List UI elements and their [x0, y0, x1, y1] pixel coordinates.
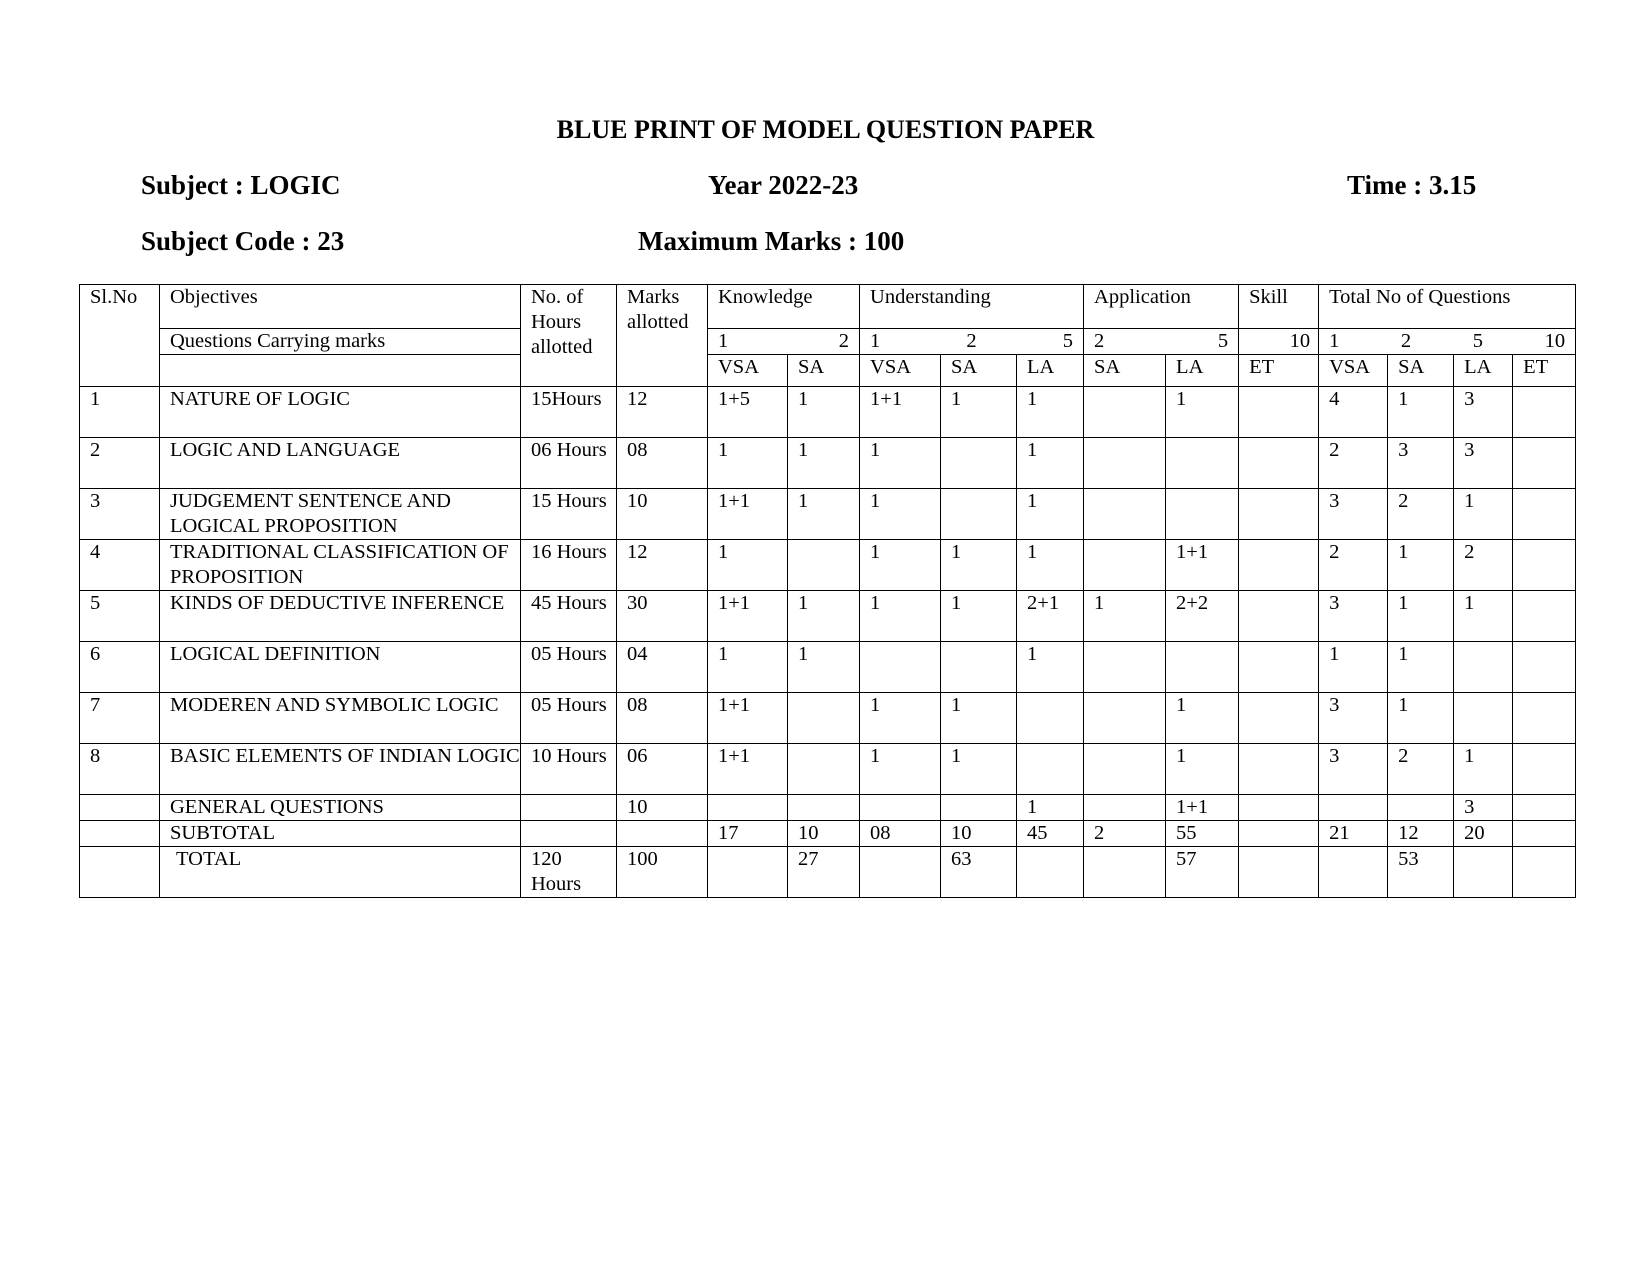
- slno-cell: [80, 847, 160, 898]
- slno-cell: 3: [80, 489, 160, 540]
- understanding-sa-cell: 1: [941, 540, 1017, 591]
- header-total-questions: Total No of Questions: [1319, 285, 1576, 329]
- objective-cell: LOGICAL DEFINITION: [160, 642, 521, 693]
- knowledge-sa-cell: [788, 795, 860, 821]
- type-cell: ET: [1513, 355, 1576, 387]
- table-row: [80, 821, 1576, 847]
- understanding-marks-cell: [860, 329, 1084, 355]
- total-et-cell: [1513, 847, 1576, 898]
- total-sa-cell: 12: [1388, 821, 1454, 847]
- total-mark: 2: [1400, 330, 1412, 352]
- total-et-cell: [1513, 489, 1576, 540]
- header-skill: Skill: [1239, 285, 1319, 329]
- marks-cell: 06: [617, 744, 708, 795]
- table-row: [80, 438, 1576, 489]
- total-et-cell: [1513, 387, 1576, 438]
- application-sa-cell: [1084, 795, 1166, 821]
- total-vsa-cell: 3: [1319, 693, 1388, 744]
- knowledge-sa-cell: [788, 744, 860, 795]
- understanding-vsa-cell: [860, 795, 941, 821]
- slno-cell: 2: [80, 438, 160, 489]
- total-et-cell: [1513, 821, 1576, 847]
- hours-cell: 45 Hours: [521, 591, 617, 642]
- knowledge-vsa-cell: 1+1: [708, 744, 788, 795]
- skill-et-cell: [1239, 821, 1319, 847]
- application-la-cell: [1166, 438, 1239, 489]
- application-sa-cell: [1084, 744, 1166, 795]
- header-understanding: Understanding: [860, 285, 1084, 329]
- total-sa-cell: 1: [1388, 693, 1454, 744]
- hours-cell: [521, 795, 617, 821]
- understanding-mark: 1: [870, 330, 881, 352]
- total-la-cell: [1454, 847, 1513, 898]
- skill-et-cell: [1239, 693, 1319, 744]
- total-sa-cell: 1: [1388, 642, 1454, 693]
- marks-cell: [617, 821, 708, 847]
- year-label: Year 2022-23: [708, 170, 859, 200]
- knowledge-sa-cell: [788, 540, 860, 591]
- type-cell: SA: [788, 355, 860, 387]
- application-sa-cell: [1084, 693, 1166, 744]
- knowledge-sa-cell: 1: [788, 438, 860, 489]
- understanding-sa-cell: [941, 438, 1017, 489]
- skill-et-cell: [1239, 387, 1319, 438]
- total-vsa-cell: 3: [1319, 489, 1388, 540]
- table-row: [80, 489, 1576, 540]
- header-questions-carrying-marks: Questions Carrying marks: [160, 329, 521, 355]
- understanding-mark: 2: [966, 330, 977, 352]
- application-mark: 5: [1217, 330, 1229, 352]
- skill-mark: 10: [1239, 329, 1319, 355]
- skill-et-cell: [1239, 795, 1319, 821]
- objective-cell: BASIC ELEMENTS OF INDIAN LOGIC: [160, 744, 521, 795]
- total-sa-cell: 1: [1388, 387, 1454, 438]
- hours-cell: 06 Hours: [521, 438, 617, 489]
- application-marks-cell: [1084, 329, 1239, 355]
- objective-cell: KINDS OF DEDUCTIVE INFERENCE: [160, 591, 521, 642]
- slno-cell: 4: [80, 540, 160, 591]
- application-la-cell: 1+1: [1166, 795, 1239, 821]
- hours-cell: 10 Hours: [521, 744, 617, 795]
- application-sa-cell: [1084, 387, 1166, 438]
- application-la-cell: 55: [1166, 821, 1239, 847]
- slno-cell: 8: [80, 744, 160, 795]
- understanding-la-cell: [1017, 847, 1084, 898]
- skill-et-cell: [1239, 591, 1319, 642]
- application-mark: 2: [1094, 330, 1105, 352]
- objective-cell: MODEREN AND SYMBOLIC LOGIC: [160, 693, 521, 744]
- total-et-cell: [1513, 540, 1576, 591]
- objective-cell: TRADITIONAL CLASSIFICATION OF PROPOSITION: [160, 540, 521, 591]
- subject-code-label: Subject Code : 23: [141, 226, 345, 256]
- header-knowledge: Knowledge: [708, 285, 860, 329]
- objective-cell: LOGIC AND LANGUAGE: [160, 438, 521, 489]
- hours-cell: 05 Hours: [521, 693, 617, 744]
- subject-label: Subject : LOGIC: [141, 170, 341, 200]
- understanding-vsa-cell: 1: [860, 489, 941, 540]
- slno-cell: 6: [80, 642, 160, 693]
- knowledge-mark: 1: [718, 330, 729, 352]
- understanding-sa-cell: 1: [941, 744, 1017, 795]
- total-mark: 5: [1472, 330, 1483, 352]
- hours-cell: [521, 821, 617, 847]
- knowledge-sa-cell: [788, 693, 860, 744]
- type-cell: VSA: [1319, 355, 1388, 387]
- total-la-cell: [1454, 642, 1513, 693]
- header-application: Application: [1084, 285, 1239, 329]
- total-et-cell: [1513, 693, 1576, 744]
- marks-cell: 12: [617, 387, 708, 438]
- time-label: Time : 3.15: [1347, 170, 1477, 200]
- objective-cell: TOTAL: [160, 847, 521, 898]
- total-la-cell: 3: [1454, 795, 1513, 821]
- application-la-cell: 1: [1166, 744, 1239, 795]
- application-la-cell: 1: [1166, 387, 1239, 438]
- understanding-sa-cell: 1: [941, 693, 1017, 744]
- understanding-la-cell: 1: [1017, 642, 1084, 693]
- knowledge-marks-cell: [708, 329, 860, 355]
- type-cell: LA: [1454, 355, 1513, 387]
- understanding-la-cell: 2+1: [1017, 591, 1084, 642]
- total-vsa-cell: [1319, 847, 1388, 898]
- knowledge-vsa-cell: [708, 847, 788, 898]
- type-cell: SA: [1084, 355, 1166, 387]
- hours-cell: 15 Hours: [521, 489, 617, 540]
- understanding-vsa-cell: 08: [860, 821, 941, 847]
- knowledge-sa-cell: 1: [788, 591, 860, 642]
- knowledge-mark: 2: [838, 330, 850, 352]
- total-vsa-cell: [1319, 795, 1388, 821]
- header-marks: Marks allotted: [617, 285, 708, 387]
- total-la-cell: 1: [1454, 744, 1513, 795]
- total-vsa-cell: 1: [1319, 642, 1388, 693]
- knowledge-vsa-cell: 1+5: [708, 387, 788, 438]
- header-row-categories: [80, 285, 1576, 329]
- total-et-cell: [1513, 438, 1576, 489]
- table-row: [80, 387, 1576, 438]
- understanding-vsa-cell: [860, 642, 941, 693]
- marks-cell: 08: [617, 693, 708, 744]
- type-cell: ET: [1239, 355, 1319, 387]
- marks-cell: 12: [617, 540, 708, 591]
- knowledge-sa-cell: 1: [788, 387, 860, 438]
- slno-cell: 7: [80, 693, 160, 744]
- type-cell: VSA: [860, 355, 941, 387]
- knowledge-vsa-cell: [708, 795, 788, 821]
- marks-cell: 100: [617, 847, 708, 898]
- knowledge-vsa-cell: 1+1: [708, 693, 788, 744]
- header-slno: Sl.No: [80, 285, 160, 387]
- total-sa-cell: 1: [1388, 591, 1454, 642]
- slno-cell: [80, 795, 160, 821]
- table-row: [80, 540, 1576, 591]
- total-la-cell: 3: [1454, 438, 1513, 489]
- table-row: [80, 591, 1576, 642]
- knowledge-sa-cell: 10: [788, 821, 860, 847]
- marks-cell: 08: [617, 438, 708, 489]
- slno-cell: [80, 821, 160, 847]
- type-cell: SA: [1388, 355, 1454, 387]
- total-vsa-cell: 3: [1319, 744, 1388, 795]
- objective-cell: GENERAL QUESTIONS: [160, 795, 521, 821]
- type-cell: LA: [1017, 355, 1084, 387]
- total-vsa-cell: 4: [1319, 387, 1388, 438]
- skill-et-cell: [1239, 744, 1319, 795]
- table-row: [80, 847, 1576, 898]
- table-row: [80, 642, 1576, 693]
- total-sa-cell: 2: [1388, 744, 1454, 795]
- application-sa-cell: 2: [1084, 821, 1166, 847]
- objective-cell: NATURE OF LOGIC: [160, 387, 521, 438]
- marks-cell: 10: [617, 795, 708, 821]
- total-sa-cell: 2: [1388, 489, 1454, 540]
- type-cell: LA: [1166, 355, 1239, 387]
- header-row-types: [80, 355, 1576, 387]
- understanding-mark: 5: [1062, 330, 1074, 352]
- total-sa-cell: 3: [1388, 438, 1454, 489]
- marks-cell: 04: [617, 642, 708, 693]
- understanding-la-cell: 1: [1017, 387, 1084, 438]
- understanding-vsa-cell: 1: [860, 591, 941, 642]
- maximum-marks-label: Maximum Marks : 100: [638, 226, 905, 256]
- total-la-cell: 1: [1454, 591, 1513, 642]
- skill-et-cell: [1239, 847, 1319, 898]
- table-row: [80, 744, 1576, 795]
- header-row-marks: [80, 329, 1576, 355]
- knowledge-vsa-cell: 1: [708, 438, 788, 489]
- knowledge-vsa-cell: 17: [708, 821, 788, 847]
- objective-cell: SUBTOTAL: [160, 821, 521, 847]
- skill-et-cell: [1239, 489, 1319, 540]
- understanding-vsa-cell: [860, 847, 941, 898]
- table-row: [80, 795, 1576, 821]
- type-cell: VSA: [708, 355, 788, 387]
- type-cell: SA: [941, 355, 1017, 387]
- total-et-cell: [1513, 795, 1576, 821]
- slno-cell: 5: [80, 591, 160, 642]
- header-objectives: Objectives: [160, 285, 521, 329]
- application-sa-cell: [1084, 540, 1166, 591]
- understanding-la-cell: [1017, 693, 1084, 744]
- total-vsa-cell: 2: [1319, 540, 1388, 591]
- understanding-sa-cell: [941, 642, 1017, 693]
- application-la-cell: 1: [1166, 693, 1239, 744]
- total-mark: 10: [1544, 330, 1566, 352]
- application-sa-cell: [1084, 489, 1166, 540]
- total-marks-cell: [1319, 329, 1576, 355]
- total-la-cell: 20: [1454, 821, 1513, 847]
- application-la-cell: [1166, 489, 1239, 540]
- hours-cell: 15Hours: [521, 387, 617, 438]
- understanding-la-cell: 1: [1017, 795, 1084, 821]
- skill-et-cell: [1239, 642, 1319, 693]
- understanding-sa-cell: 63: [941, 847, 1017, 898]
- total-vsa-cell: 21: [1319, 821, 1388, 847]
- application-la-cell: 57: [1166, 847, 1239, 898]
- total-et-cell: [1513, 591, 1576, 642]
- knowledge-vsa-cell: 1: [708, 540, 788, 591]
- marks-cell: 30: [617, 591, 708, 642]
- knowledge-vsa-cell: 1+1: [708, 489, 788, 540]
- total-la-cell: 3: [1454, 387, 1513, 438]
- total-et-cell: [1513, 642, 1576, 693]
- total-la-cell: 2: [1454, 540, 1513, 591]
- hours-cell: 120 Hours: [521, 847, 617, 898]
- understanding-sa-cell: 1: [941, 387, 1017, 438]
- total-la-cell: 1: [1454, 489, 1513, 540]
- application-la-cell: [1166, 642, 1239, 693]
- understanding-sa-cell: [941, 489, 1017, 540]
- understanding-vsa-cell: 1+1: [860, 387, 941, 438]
- understanding-vsa-cell: 1: [860, 693, 941, 744]
- total-et-cell: [1513, 744, 1576, 795]
- marks-cell: 10: [617, 489, 708, 540]
- understanding-sa-cell: [941, 795, 1017, 821]
- total-sa-cell: 53: [1388, 847, 1454, 898]
- application-sa-cell: [1084, 438, 1166, 489]
- objective-cell: JUDGEMENT SENTENCE AND LOGICAL PROPOSITION: [160, 489, 521, 540]
- understanding-vsa-cell: 1: [860, 744, 941, 795]
- application-sa-cell: [1084, 642, 1166, 693]
- table-row: [80, 693, 1576, 744]
- total-mark: 1: [1329, 330, 1340, 352]
- knowledge-sa-cell: 27: [788, 847, 860, 898]
- total-vsa-cell: 3: [1319, 591, 1388, 642]
- understanding-la-cell: 45: [1017, 821, 1084, 847]
- skill-et-cell: [1239, 540, 1319, 591]
- application-sa-cell: 1: [1084, 591, 1166, 642]
- application-la-cell: 1+1: [1166, 540, 1239, 591]
- total-sa-cell: 1: [1388, 540, 1454, 591]
- understanding-vsa-cell: 1: [860, 540, 941, 591]
- understanding-la-cell: [1017, 744, 1084, 795]
- understanding-vsa-cell: 1: [860, 438, 941, 489]
- blueprint-table: [79, 284, 1576, 898]
- understanding-la-cell: 1: [1017, 540, 1084, 591]
- total-sa-cell: [1388, 795, 1454, 821]
- total-vsa-cell: 2: [1319, 438, 1388, 489]
- knowledge-sa-cell: 1: [788, 489, 860, 540]
- knowledge-vsa-cell: 1+1: [708, 591, 788, 642]
- knowledge-vsa-cell: 1: [708, 642, 788, 693]
- understanding-la-cell: 1: [1017, 489, 1084, 540]
- application-sa-cell: [1084, 847, 1166, 898]
- skill-et-cell: [1239, 438, 1319, 489]
- total-la-cell: [1454, 693, 1513, 744]
- understanding-la-cell: 1: [1017, 438, 1084, 489]
- understanding-sa-cell: 1: [941, 591, 1017, 642]
- hours-cell: 05 Hours: [521, 642, 617, 693]
- application-la-cell: 2+2: [1166, 591, 1239, 642]
- knowledge-sa-cell: 1: [788, 642, 860, 693]
- header-hours: No. of Hours allotted: [521, 285, 617, 387]
- document-title: BLUE PRINT OF MODEL QUESTION PAPER: [556, 115, 1095, 144]
- header-empty-cell: [160, 355, 521, 387]
- understanding-sa-cell: 10: [941, 821, 1017, 847]
- table-body: [80, 387, 1576, 898]
- hours-cell: 16 Hours: [521, 540, 617, 591]
- slno-cell: 1: [80, 387, 160, 438]
